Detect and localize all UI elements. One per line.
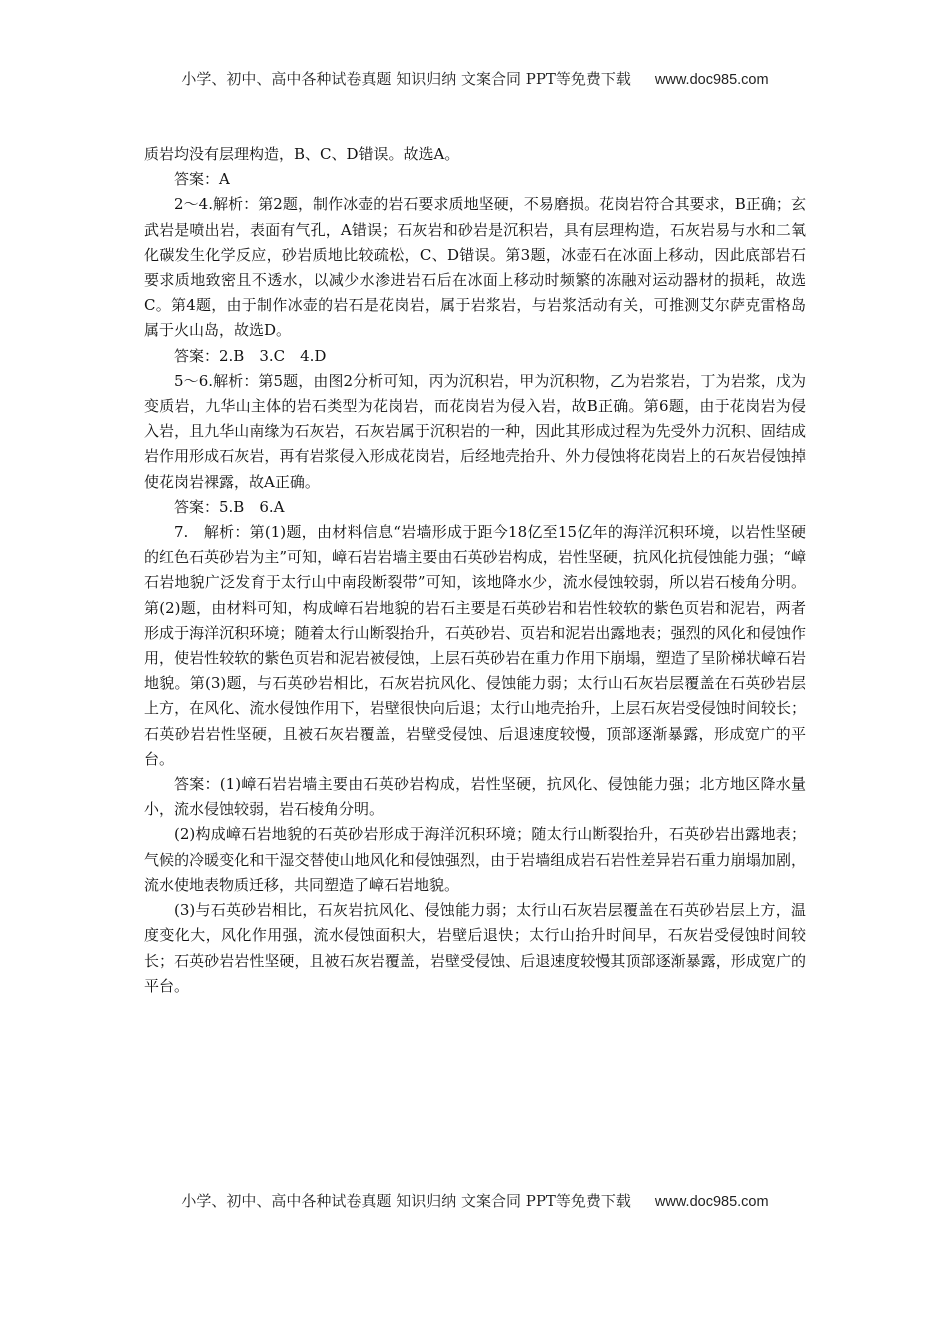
footer-site-link[interactable]: www.doc985.com xyxy=(654,1194,769,1210)
page-header xyxy=(0,68,950,89)
footer-text: 小学、初中、高中各种试卷真题 知识归纳 文案合同 PPT等免费下载 xyxy=(181,1192,631,1210)
header-text: 小学、初中、高中各种试卷真题 知识归纳 文案合同 PPT等免费下载 xyxy=(181,70,631,88)
answer-2-4: 答案：2.B 3.C 4.D xyxy=(174,346,327,365)
paragraph-continuation: 质岩均没有层理构造，B、C、D错误。故选A。 xyxy=(144,145,460,163)
page-footer xyxy=(0,1190,950,1211)
analysis-7: 7. 解析：第(1)题，由材料信息“岩墙形成于距今18亿至15亿年的海洋沉积环境，以岩性坚硬的红色石英砂岩为主”可知，嶂石岩岩墙主要由石英砂岩构成，岩性坚硬，抗风化抗侵蚀能力强；“嶂石岩地貌广泛发育于太行山中南段断裂带”可知，该地降水少，流水侵蚀较弱，所以岩石棱角分明。第(2)题，由材料可知，构成嶂石岩地貌的岩石主要是石英砂岩和岩性较软的紫色页岩和泥岩，两者形成于海洋沉积环境；随着太行山断裂抬升，石英砂岩、页岩和泥岩出露地表；强烈的风化和侵蚀作用，使岩性较软的紫色页岩和泥岩被侵蚀，上层石英砂岩在重力作用下崩塌，塑造了呈阶梯状嶂石岩地貌。第(3)题，与石英砂岩相比，石灰岩抗风化、侵蚀能力弱；太行山石灰岩层覆盖在石英砂岩层上方，在风化、流水侵蚀作用下，岩壁很快向后退；太行山地壳抬升，上层石灰岩受侵蚀时间较长；石英砂岩岩性坚硬，且被石灰岩覆盖，岩壁受侵蚀、后退速度较慢，顶部逐渐暴露，形成宽广的平台。 xyxy=(144,523,806,768)
answer-7-part-1: 答案：(1)嶂石岩岩墙主要由石英砂岩构成，岩性坚硬，抗风化、侵蚀能力强；北方地区降水量小，流水侵蚀较弱，岩石棱角分明。 xyxy=(144,775,806,819)
document-body xyxy=(144,142,806,999)
answer-7-part-3: (3)与石英砂岩相比，石灰岩抗风化、侵蚀能力弱；太行山石灰岩层覆盖在石英砂岩层上方，温度变化大，风化作用强，流水侵蚀面积大，岩壁后退快；太行山抬升时间早，石灰岩受侵蚀时间较长；石英砂岩岩性坚硬，且被石灰岩覆盖，岩壁受侵蚀、后退速度较慢其顶部逐渐暴露，形成宽广的平台。 xyxy=(144,901,806,995)
answer-7-part-2: (2)构成嶂石岩地貌的石英砂岩形成于海洋沉积环境；随太行山断裂抬升，石英砂岩出露地表；气候的冷暖变化和干湿交替使山地风化和侵蚀强烈，由于岩墙组成岩石岩性差异岩石重力崩塌加剧，流水使地表物质迁移，共同塑造了嶂石岩地貌。 xyxy=(144,825,806,894)
answer-1: 答案：A xyxy=(174,170,230,189)
answer-5-6: 答案：5.B 6.A xyxy=(174,497,285,516)
analysis-5-6: 5～6.解析：第5题，由图2分析可知，丙为沉积岩，甲为沉积物，乙为岩浆岩，丁为岩浆，戊为变质岩，九华山主体的岩石类型为花岗岩，而花岗岩为侵入岩，故B正确。第6题，由于花岗岩为侵入岩，且九华山南缘为石灰岩，石灰岩属于沉积岩的一种，因此其形成过程为先受外力沉积、固结成岩作用形成石灰岩，再有岩浆侵入形成花岗岩，后经地壳抬升、外力侵蚀将花岗岩上的石灰岩侵蚀掉使花岗岩裸露，故A正确。 xyxy=(144,371,806,491)
analysis-2-4: 2～4.解析：第2题，制作冰壶的岩石要求质地坚硬，不易磨损。花岗岩符合其要求，B正确；玄武岩是喷出岩，表面有气孔，A错误；石灰岩和砂岩是沉积岩，具有层理构造，石灰岩易与水和二氧化碳发生化学反应，砂岩质地比较疏松，C、D错误。第3题，冰壶石在冰面上移动，因此底部岩石要求质地致密且不透水，以减少水渗进岩石后在冰面上移动时频繁的冻融对运动器材的损耗，故选C。第4题，由于制作冰壶的岩石是花岗岩，属于岩浆岩，与岩浆活动有关，可推测艾尔萨克雷格岛属于火山岛，故选D。 xyxy=(144,195,806,340)
header-site-link[interactable]: www.doc985.com xyxy=(654,72,769,88)
